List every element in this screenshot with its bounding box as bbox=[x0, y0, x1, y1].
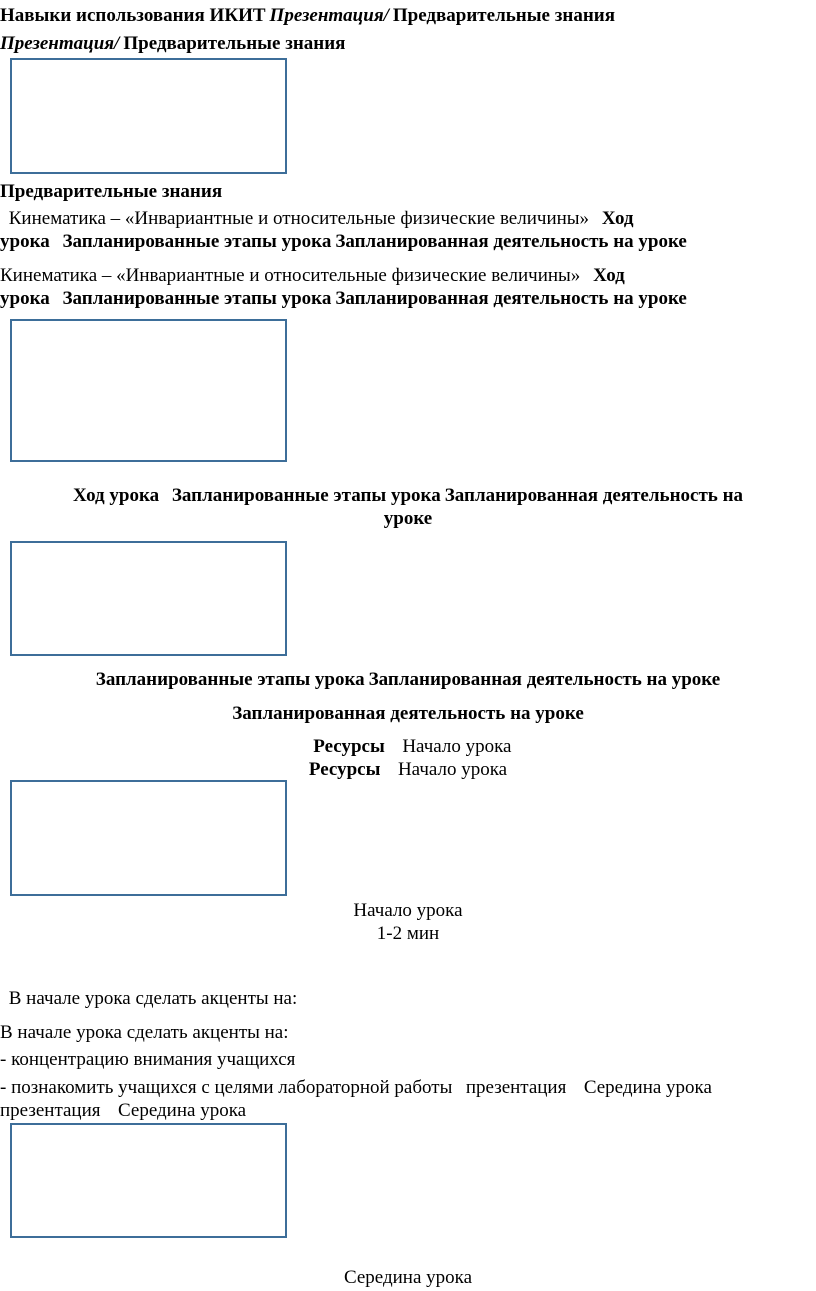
planned-activity-label: Запланированная деятельность на уроке bbox=[335, 231, 687, 252]
lesson-label: урока bbox=[0, 288, 50, 309]
prior-knowledge-heading: Предварительные знания bbox=[0, 181, 223, 202]
accent-line-2: В начале урока сделать акценты на: bbox=[0, 1022, 289, 1043]
lesson-middle-label: Середина урока bbox=[117, 1100, 247, 1121]
presentation-label: Презентация/ bbox=[0, 33, 120, 54]
image-placeholder-4 bbox=[10, 780, 287, 896]
accent-text: В начале урока сделать акценты на: bbox=[8, 988, 298, 1009]
planned-activity-heading: Запланированная деятельность на уроке bbox=[232, 703, 584, 724]
lesson-flow-label: Ход bbox=[593, 265, 625, 286]
planned-stages-heading bbox=[0, 668, 816, 692]
kinematics-line-1 bbox=[0, 207, 634, 231]
planned-stages-label: Запланированные этапы урока bbox=[171, 485, 441, 506]
resources-label: Ресурсы bbox=[313, 736, 385, 757]
resources-label: Ресурсы bbox=[308, 759, 381, 780]
lesson-flow-heading-line-1 bbox=[0, 484, 816, 508]
image-placeholder-3 bbox=[10, 541, 287, 656]
planned-activity-label: Запланированная деятельность на уроке bbox=[368, 669, 721, 690]
bullet-attention: - концентрацию внимания учащихся bbox=[0, 1049, 296, 1070]
kinematics-repeat-line-1 bbox=[0, 264, 625, 288]
kinematics-repeat-line-2 bbox=[0, 287, 687, 311]
lesson-start-duration: 1-2 мин bbox=[376, 923, 440, 944]
planned-stages-text: Запланированные этапы урока bbox=[95, 669, 365, 690]
image-placeholder-2 bbox=[10, 319, 287, 462]
presentation-label: презентация bbox=[0, 1100, 101, 1121]
lesson-start-label: Начало урока bbox=[397, 759, 508, 780]
title-presentation: Презентация/ bbox=[269, 5, 389, 26]
title-line-1 bbox=[0, 4, 615, 28]
title-line-2 bbox=[0, 32, 345, 56]
presentation-line bbox=[0, 1099, 246, 1123]
image-placeholder-5 bbox=[10, 1123, 287, 1238]
lesson-middle-title: Середина урока bbox=[343, 1267, 473, 1288]
kinematics-text: Кинематика – «Инвариантные и относительные физические величины» bbox=[8, 208, 590, 229]
lesson-start-title: Начало урока bbox=[353, 900, 463, 921]
resources-line-2 bbox=[0, 758, 816, 782]
bullet-goals bbox=[0, 1076, 712, 1100]
planned-stages-label: Запланированные этапы урока bbox=[62, 231, 332, 252]
prior-knowledge-label: Предварительные знания bbox=[123, 33, 346, 54]
title-ikit: Навыки использования ИКИТ bbox=[0, 5, 266, 26]
kinematics-text: Кинематика – «Инвариантные и относительные физические величины» bbox=[0, 265, 581, 286]
planned-activity-label: Запланированная деятельность на уроке bbox=[335, 288, 687, 309]
lesson-flow-text: Ход урока bbox=[72, 485, 160, 506]
presentation-label: презентация bbox=[465, 1077, 567, 1098]
kinematics-line-2 bbox=[0, 230, 687, 254]
title-prior-knowledge: Предварительные знания bbox=[392, 5, 615, 26]
lesson-flow-label: Ход bbox=[601, 208, 634, 229]
lesson-flow-heading-line-2: уроке bbox=[383, 508, 433, 529]
accent-line-1 bbox=[0, 987, 297, 1011]
lesson-middle-label: Середина урока bbox=[583, 1077, 712, 1098]
image-placeholder-1 bbox=[10, 58, 287, 174]
planned-activity-label: Запланированная деятельность на bbox=[444, 485, 744, 506]
resources-line-1 bbox=[0, 735, 816, 759]
goals-text: - познакомить учащихся с целями лабораторной работы bbox=[0, 1077, 453, 1098]
lesson-label: урока bbox=[0, 231, 50, 252]
lesson-start-label: Начало урока bbox=[402, 736, 512, 757]
planned-stages-label: Запланированные этапы урока bbox=[62, 288, 332, 309]
